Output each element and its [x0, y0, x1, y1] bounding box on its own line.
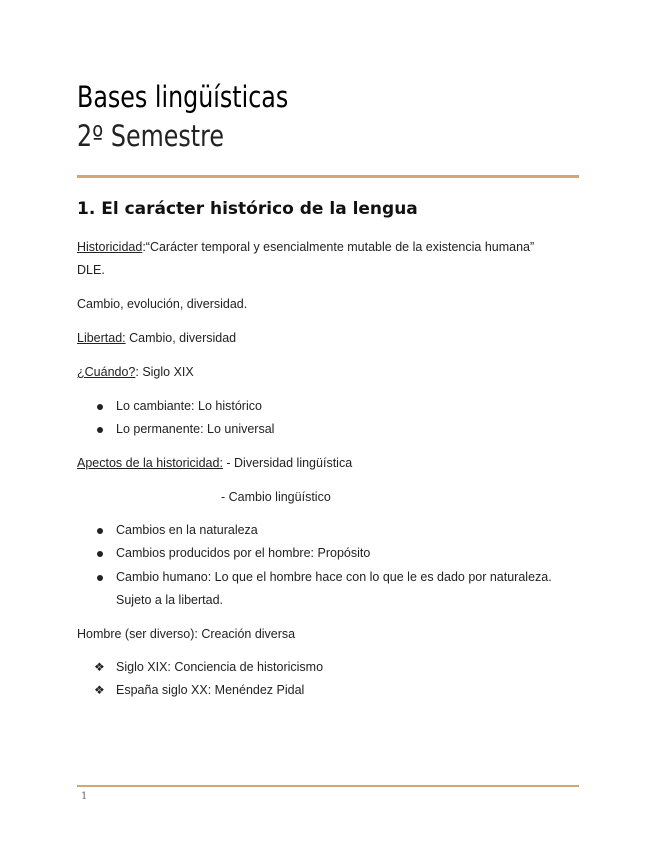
- list-item-text: Lo permanente: Lo universal: [116, 422, 275, 436]
- list-item-text: España siglo XX: Menéndez Pidal: [116, 683, 305, 697]
- document-title: Bases lingüísticas: [77, 80, 289, 114]
- bullet-dot-icon: [97, 404, 103, 410]
- definition-text: :“Carácter temporal y esencialmente mutable de la existencia humana”: [142, 240, 535, 254]
- page-number: 1: [81, 791, 88, 802]
- paragraph-aspectos: [77, 452, 352, 475]
- bullet-dot-icon: [97, 551, 103, 557]
- term-libertad: Libertad:: [77, 331, 126, 345]
- bullet-dot-icon: [97, 427, 103, 433]
- paragraph-historicidad: [77, 236, 534, 259]
- bullet-dot-icon: [97, 528, 103, 534]
- diamond-bullet-icon: ❖: [94, 660, 105, 674]
- document-subtitle: 2º Semestre: [77, 119, 225, 153]
- list-item-text: Lo cambiante: Lo histórico: [116, 399, 262, 413]
- cuando-text: : Siglo XIX: [135, 365, 194, 379]
- footer-divider: [77, 785, 579, 787]
- libertad-text: Cambio, diversidad: [125, 331, 237, 345]
- paragraph-cambio-linguistico: - Cambio lingüístico: [221, 490, 331, 504]
- list-item-text: Cambios en la naturaleza: [116, 523, 258, 537]
- paragraph-dle: DLE.: [77, 263, 105, 277]
- aspectos-text: - Diversidad lingüística: [222, 456, 353, 470]
- term-cuando: ¿Cuándo?: [77, 365, 136, 379]
- list-item-text: Siglo XIX: Conciencia de historicismo: [116, 660, 324, 674]
- term-historicidad: Historicidad: [77, 240, 143, 254]
- paragraph-cuando: [77, 361, 194, 384]
- diamond-bullet-icon: ❖: [94, 683, 105, 697]
- paragraph-libertad: [77, 327, 236, 350]
- paragraph-hombre: Hombre (ser diverso): Creación diversa: [77, 627, 296, 641]
- term-aspectos: Apectos de la historicidad:: [77, 456, 223, 470]
- list-item-text: Sujeto a la libertad.: [116, 593, 224, 607]
- list-item-text: Cambios producidos por el hombre: Propósito: [116, 546, 371, 560]
- section-heading: 1. El carácter histórico de la lengua: [77, 199, 418, 219]
- bullet-dot-icon: [97, 575, 103, 581]
- paragraph-cambio: Cambio, evolución, diversidad.: [77, 297, 248, 311]
- header-divider: [77, 175, 579, 178]
- list-item-text: Cambio humano: Lo que el hombre hace con lo que le es dado por naturaleza.: [116, 570, 552, 584]
